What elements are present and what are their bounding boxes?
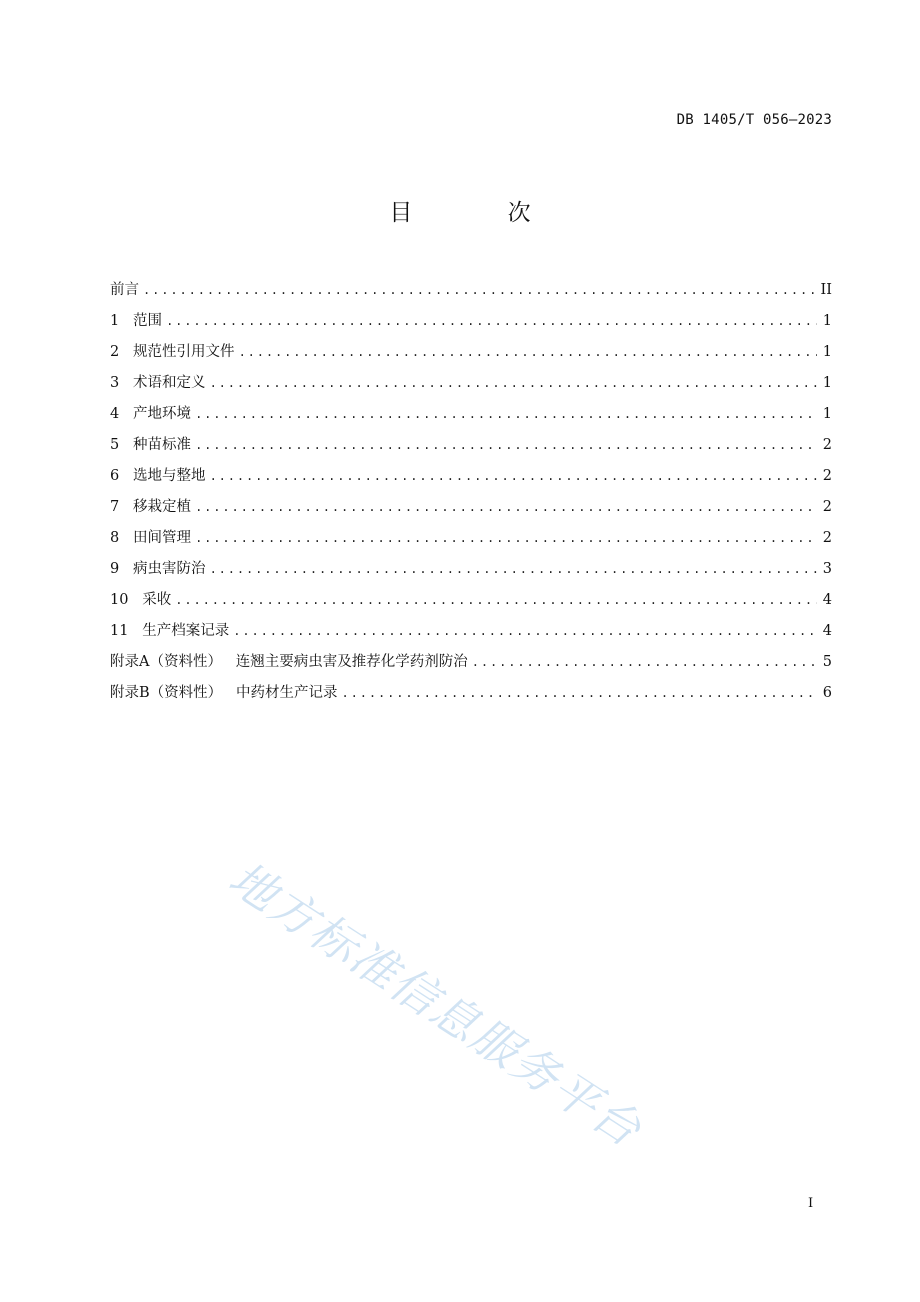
toc-leader-dots (143, 283, 815, 297)
toc-entry-label: 3 术语和定义 (110, 375, 206, 391)
toc-entry-label: 9 病虫害防治 (110, 561, 206, 577)
toc-leader-dots (166, 314, 817, 328)
toc-leader-dots (175, 593, 816, 607)
watermark: 地方标准信息服务平台 (219, 850, 652, 1158)
toc-entry-page: 5 (822, 654, 832, 670)
toc-entry[interactable] (110, 619, 832, 650)
toc-entry[interactable] (110, 371, 832, 402)
toc-entry-label: 附录A（资料性） 连翘主要病虫害及推荐化学药剂防治 (110, 654, 468, 670)
toc-entry[interactable] (110, 309, 832, 340)
toc-entry[interactable] (110, 433, 832, 464)
toc-entry-page: 3 (822, 561, 832, 577)
toc-entry-page: 2 (822, 530, 832, 546)
toc-entry-label: 2 规范性引用文件 (110, 344, 235, 360)
toc-entry-page: 1 (822, 344, 832, 360)
toc-entry[interactable] (110, 464, 832, 495)
toc-title: 目 次 (389, 200, 575, 226)
toc-entry-label: 前言 (110, 282, 139, 298)
toc-leader-dots (210, 562, 817, 576)
toc-entry[interactable] (110, 340, 832, 371)
document-code: DB 1405/T 056—2023 (676, 112, 832, 128)
toc-entry-label: 5 种苗标准 (110, 437, 192, 453)
toc-entry[interactable] (110, 278, 832, 309)
toc-entry[interactable] (110, 495, 832, 526)
toc-entry-page: 1 (822, 375, 832, 391)
toc-leader-dots (472, 655, 817, 669)
toc-entry-page: 1 (822, 406, 832, 422)
toc-entry-page: 1 (822, 313, 832, 329)
toc-entry-label: 4 产地环境 (110, 406, 192, 422)
toc-leader-dots (195, 438, 817, 452)
table-of-contents (110, 278, 832, 712)
toc-leader-dots (195, 500, 817, 514)
toc-entry-label: 11 生产档案记录 (110, 623, 230, 639)
toc-entry[interactable] (110, 402, 832, 433)
toc-entry-page: 4 (822, 623, 832, 639)
toc-entry[interactable] (110, 588, 832, 619)
toc-leader-dots (195, 407, 817, 421)
toc-leader-dots (233, 624, 816, 638)
toc-leader-dots (239, 345, 817, 359)
toc-leader-dots (341, 686, 816, 700)
toc-entry-page: 6 (822, 685, 832, 701)
toc-leader-dots (210, 469, 817, 483)
toc-entry[interactable] (110, 681, 832, 712)
toc-entry-label: 8 田间管理 (110, 530, 192, 546)
toc-entry-label: 10 采收 (110, 592, 172, 608)
toc-entry-page: 2 (822, 468, 832, 484)
page-number: I (808, 1196, 814, 1211)
toc-entry[interactable] (110, 526, 832, 557)
toc-entry[interactable] (110, 557, 832, 588)
toc-entry-page: 2 (822, 499, 832, 515)
toc-entry-label: 6 选地与整地 (110, 468, 206, 484)
toc-entry-page: II (820, 282, 832, 298)
toc-entry-label: 1 范围 (110, 313, 163, 329)
toc-entry-label: 附录B（资料性） 中药材生产记录 (110, 685, 338, 701)
toc-leader-dots (210, 376, 817, 390)
toc-entry-page: 2 (822, 437, 832, 453)
toc-entry[interactable] (110, 650, 832, 681)
toc-entry-label: 7 移栽定植 (110, 499, 192, 515)
toc-leader-dots (195, 531, 817, 545)
toc-entry-page: 4 (822, 592, 832, 608)
